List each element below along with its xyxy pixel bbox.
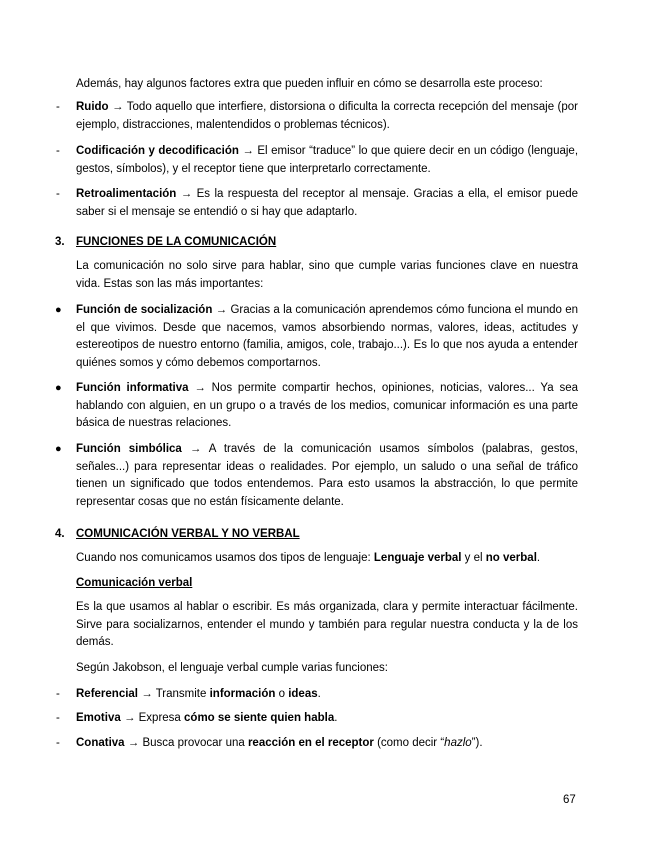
arrow: → xyxy=(108,101,127,113)
list-item-referencial xyxy=(56,686,578,704)
section-4-intro xyxy=(76,550,578,568)
bold-text: ideas xyxy=(288,688,318,700)
term-simbolica: Función simbólica xyxy=(76,443,182,455)
section-3-number: 3. xyxy=(55,236,65,248)
term-conativa: Conativa xyxy=(76,737,125,749)
term-codificacion: Codificación y decodificación xyxy=(76,145,239,157)
italic-text: hazlo xyxy=(444,737,472,749)
intro-bold-verbal: Lenguaje verbal xyxy=(373,552,462,564)
section-3-heading xyxy=(55,234,595,252)
intro-paragraph: Además, hay algunos factores extra que pueden influir en cómo se desarrolla este proceso: xyxy=(76,78,543,90)
text: o xyxy=(275,688,289,700)
arrow: → xyxy=(188,382,212,394)
list-item-emotiva xyxy=(56,710,578,728)
term-retroalimentacion: Retroalimentación xyxy=(76,188,177,200)
text: ”). xyxy=(471,737,483,749)
list-item-conativa xyxy=(56,735,578,753)
bold-text: información xyxy=(209,688,276,700)
section-4-title: COMUNICACIÓN VERBAL Y NO VERBAL xyxy=(76,528,300,540)
intro-bold-no-verbal: no verbal xyxy=(485,552,537,564)
term-emotiva: Emotiva xyxy=(76,712,121,724)
text: Busca provocar una xyxy=(142,737,248,749)
dash-marker: - xyxy=(56,101,60,113)
dash-marker: - xyxy=(56,712,60,724)
bullet-marker: ● xyxy=(55,382,62,394)
bold-text: cómo se siente quien habla xyxy=(184,712,335,724)
arrow: → xyxy=(212,304,231,316)
arrow: → xyxy=(181,443,209,455)
text-informativa: Nos permite compartir hechos, opiniones, noticias, valores... Ya sea hablando con alguien, en un grupo o a través de los medios, comunicar información es una parte básica de nuestras relaciones. xyxy=(76,382,578,429)
list-item-retroalimentacion xyxy=(56,186,579,221)
section-4-number: 4. xyxy=(55,528,65,540)
arrow: → xyxy=(124,737,143,749)
arrow: → xyxy=(138,688,156,700)
arrow: → xyxy=(120,712,139,724)
term-ruido: Ruido xyxy=(76,101,109,113)
text-socializacion: Gracias a la comunicación aprendemos cómo funciona el mundo en el que vivimos. Desde que nacemos, vamos absorbiendo normas, valores, ideas, actitudes y estereotipos de nuestro entorno (familia, amigos, cole, trabajo...). Es lo que nos ayuda a entender quiénes somos y cómo debemos comportarnos. xyxy=(76,304,578,369)
list-item-ruido xyxy=(56,99,578,134)
list-item-simbolica xyxy=(55,441,578,511)
intro-text: Cuando nos comunicamos usamos dos tipos de lenguaje: xyxy=(76,552,374,564)
dash-marker: - xyxy=(56,688,60,700)
arrow: → xyxy=(238,145,258,157)
section-3-intro: La comunicación no solo sirve para hablar, sino que cumple varias funciones clave en nuestra vida. Estas son las más importantes: xyxy=(76,260,578,290)
text: Transmite xyxy=(155,688,210,700)
bold-text: reacción en el receptor xyxy=(247,737,374,749)
text: Expresa xyxy=(138,712,185,724)
text: (como decir “ xyxy=(373,737,445,749)
dash-marker: - xyxy=(56,737,60,749)
dash-marker: - xyxy=(56,145,60,157)
list-item-codificacion xyxy=(56,143,579,178)
list-item-informativa xyxy=(55,380,578,433)
bullet-marker: ● xyxy=(55,443,62,455)
verbal-paragraph: Es la que usamos al hablar o escribir. Es más organizada, clara y permite interactuar fácilmente. Sirve para socializarnos, entender el mundo y también para regular nuestra conducta y la de los demás. xyxy=(76,601,578,648)
text: . xyxy=(334,712,338,724)
dash-marker: - xyxy=(56,188,60,200)
text-codificacion: El emisor “traduce” lo que quiere decir en un código (lenguaje, gestos, símbolos), y el receptor tiene que interpretarlo correctamente. xyxy=(76,145,579,175)
intro-text: . xyxy=(536,552,541,564)
jakobson-paragraph: Según Jakobson, el lenguaje verbal cumple varias funciones: xyxy=(76,662,388,674)
term-socializacion: Función de socialización xyxy=(76,304,213,316)
arrow: → xyxy=(176,188,197,200)
intro-text: y el xyxy=(461,552,486,564)
list-item-socializacion xyxy=(55,302,578,372)
text-simbolica: A través de la comunicación usamos símbolos (palabras, gestos, señales...) para representar ideas o realidades. Por ejemplo, un saludo o una señal de tráfico tienen un significado que todos entendemos. Para esto usamos la abstracción, lo que permite representar cosas que no están físicamente delante. xyxy=(76,443,578,508)
term-informativa: Función informativa xyxy=(76,382,189,394)
section-4-heading xyxy=(55,526,595,544)
text: . xyxy=(317,688,321,700)
page-number: 67 xyxy=(563,794,576,806)
section-3-title: FUNCIONES DE LA COMUNICACIÓN xyxy=(76,236,277,248)
subheading-comunicacion-verbal: Comunicación verbal xyxy=(76,577,193,589)
text-retroalimentacion: Es la respuesta del receptor al mensaje. Gracias a ella, el emisor puede saber si el mensaje se entendió o si hay que adaptarlo. xyxy=(76,188,579,218)
term-referencial: Referencial xyxy=(76,688,139,700)
bullet-marker: ● xyxy=(55,304,62,316)
text-ruido: Todo aquello que interfiere, distorsiona o dificulta la correcta recepción del mensaje (por ejemplo, distracciones, malentendidos o problemas técnicos). xyxy=(76,101,578,131)
